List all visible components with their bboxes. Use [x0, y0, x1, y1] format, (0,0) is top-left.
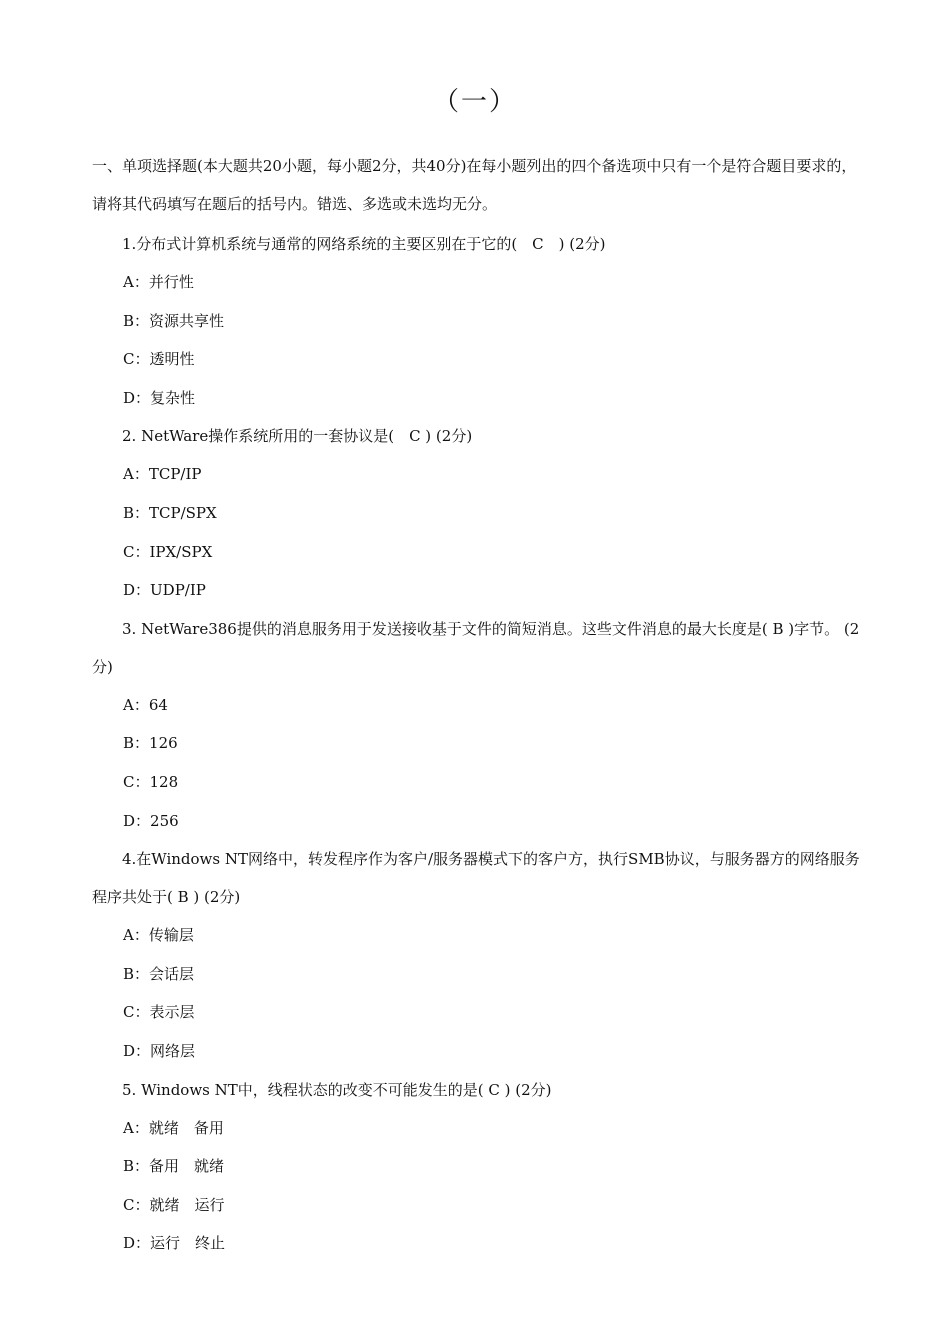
option-a: A：就绪 备用 [123, 1118, 224, 1137]
page-title: （一） [432, 87, 517, 117]
question-2 [92, 417, 862, 609]
question-1 [92, 225, 862, 417]
option-a: A：传输层 [123, 926, 194, 945]
option-d: D：运行 终止 [123, 1234, 226, 1253]
question-stem: 5. Windows NT中，线程状态的改变不可能发生的是( C ) (2分) [122, 1080, 552, 1099]
question-list [92, 225, 862, 1263]
option-b: B：126 [123, 734, 178, 753]
option-a: A：并行性 [123, 273, 194, 291]
option-b: B：资源共享性 [123, 311, 225, 330]
option-a: A：64 [123, 695, 168, 714]
question-5 [92, 1071, 862, 1263]
option-c: C：128 [123, 772, 179, 791]
option-c: C：透明性 [123, 350, 195, 369]
option-d: D：复杂性 [123, 388, 196, 407]
question-stem: 1.分布式计算机系统与通常的网络系统的主要区别在于它的( C ) (2分) [122, 235, 606, 253]
question-stem: 2. NetWare操作系统所用的一套协议是( C ) (2分) [122, 427, 473, 446]
option-d: D：256 [123, 811, 179, 830]
question-stem: 4.在Windows NT网络中，转发程序作为客户/服务器模式下的客户方，执行SMB协议，与服务器方的网络服务程序共处于( B ) (2分) [92, 850, 860, 907]
option-b: B：TCP/SPX [123, 503, 217, 522]
question-4 [92, 840, 862, 1070]
option-b: B：会话层 [123, 964, 195, 983]
option-c: C：IPX/SPX [123, 542, 213, 561]
question-3 [92, 610, 862, 840]
option-c: C：就绪 运行 [123, 1195, 225, 1214]
option-d: D：UDP/IP [123, 581, 206, 600]
option-c: C：表示层 [123, 1003, 195, 1022]
option-b: B：备用 就绪 [123, 1157, 225, 1176]
option-d: D：网络层 [123, 1041, 196, 1060]
option-a: A：TCP/IP [123, 465, 202, 484]
section-intro: 一、单项选择题(本大题共20小题，每小题2分，共40分)在每小题列出的四个备选项中只有一个是符合题目要求的，请将其代码填写在题后的括号内。错选、多选或未选均无分。 [92, 157, 857, 213]
question-stem: 3. NetWare386提供的消息服务用于发送接收基于文件的简短消息。这些文件消息的最大长度是( B )字节。 (2分) [92, 619, 860, 676]
